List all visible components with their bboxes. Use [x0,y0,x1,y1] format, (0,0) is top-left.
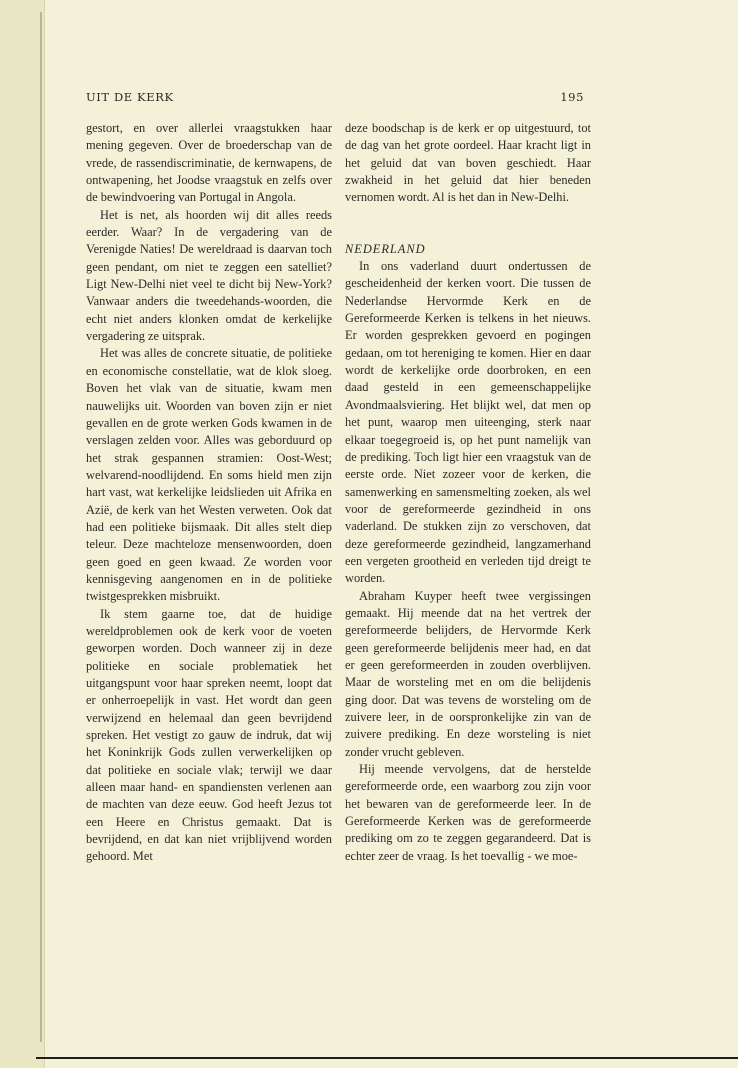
page-fold-line [40,12,42,1042]
bottom-rule [36,1057,738,1059]
right-intro-paragraph: deze boodschap is de kerk er op uitgestuurd, tot de dag van het grote oordeel. Haar kracht ligt in het geluid dat van boven geschiedt. Haar zwakheid in het geluid dat hier beneden vernomen wordt. Al is het dan in New-Delhi. [345,121,591,205]
scan-left-edge [0,0,45,1068]
left-paragraph-4: Ik stem gaarne toe, dat de huidige wereldproblemen ook de kerk voor de voeten geworpen worden. Doch wanneer zij in deze politieke en sociale problematiek het uitgangspunt voor haar spreken neemt, loopt dat er onherroepelijk in vast. Het wordt dan geen verwijzend en helemaal dan geen bevrijdend spreken. Het vestigt zo gauw de indruk, dat wij het Koninkrijk Gods zullen verwerkelijken op dat politieke en sociale vlak; terwijl we daar alleen maar hand- en spandiensten verlenen aan de machten van deze eeuw. God heeft Jezus tot een Heere en Christus gemaakt. Dat is bevrijdend, en dat kan niet vrijblijvend worden gehoord. Met [86,606,332,864]
left-paragraph-1: gestort, en over allerlei vraagstukken haar mening gegeven. Over de broederschap van de vrede, de rassendiscriminatie, de kernwapens, de ontwapening, het Joodse vraagstuk en zelfs over de bewindvoering van Portugal in Angola. [86,121,332,205]
section-spacer [345,207,591,241]
left-column [86,120,332,866]
right-column [345,120,591,865]
section-heading: NEDERLAND [345,241,426,256]
right-paragraph-2: Abraham Kuyper heeft twee vergissingen gemaakt. Hij meende dat na het vertrek der gereformeerde belijders, de Hervormde Kerk geen gereformeerde belijdenis meer had, en dat er geen gereformeerden in zouden overblijven. Maar de worsteling met en om die belijdenis ging door. Dat was tevens de worsteling om de zuivere leer, in de oorspronkelijke zin van de zuivere prediking. En deze worsteling is niet zonder vrucht gebleven. [345,588,591,759]
right-paragraph-1: In ons vaderland duurt ondertussen de gescheidenheid der kerken voort. Die tussen de Nederlandse Hervormde Kerk en de Gereformeerde Kerken is telkens in het nieuws. Er worden gesprekken gevoerd en pogingen gedaan, om tot hereniging te komen. Hier en daar wordt de kerkelijke orde doorbroken, en een daad gesteld in een gemeenschappelijke Avondmaalsviering. Het blijkt wel, dat men op het punt, waarop men uiteenging, sterk naar elkaar toegegroeid is, op het punt namelijk van de prediking. Toch ligt hier een vraagstuk van de eerste orde. Niet zozeer voor de kerken, die samenwerking en samensmelting zoeken, als wel voor de gereformeerde gezindheid in ons vaderland. De stukken zijn zo verschoven, dat deze gereformeerde gezindheid, langzamerhand een vergeten grootheid en verleden tijd dreigt te worden. [345,259,591,586]
right-paragraph-3: Hij meende vervolgens, dat de herstelde gereformeerde orde, een waarborg zou zijn voor het bewaren van de gereformeerde leer. In de Gereformeerde Kerken was de gereformeerde prediking om zo te zeggen gegarandeerd. Dat is echter zeer de vraag. Is het toevallig - we moe- [345,762,591,863]
running-title: UIT DE KERK [86,90,174,104]
running-header [86,90,584,108]
left-paragraph-3: Het was alles de concrete situatie, de politieke en economische constellatie, wat de klok sloeg. Boven het vlak van de situatie, kwam men nauwelijks uit. Woorden van boven zijn er niet gevallen en de grote werken Gods kwamen in de verslagen zelden voor. Alles was geborduurd op het strak gespannen stramien: Oost-West; welvarend-noodlijdend. En soms hield men zijn hart vast, wat kerkelijke leidslieden uit Afrika en Azië, de kerk van het Westen verweten. Ook dat had een politieke bijsmaak. Dit alles stelt diep teleur. Deze machteloze mensenwoorden, doen geen goed en geen kwaad. Ze worden voor kennisgeving aangenomen en in de politieke twistgesprekken misbruikt. [86,346,332,604]
page-number: 195 [560,90,584,104]
left-paragraph-2: Het is net, als hoorden wij dit alles reeds eerder. Waar? In de vergadering van de Verenigde Naties! De wereldraad is daarvan toch geen pendant, om niet te zeggen een satelliet? Ligt New-Delhi niet veel te dicht bij New-York? Vanwaar anders die tweedehands-woorden, die echt niet anders klonken omdat de kerkelijke vergadering ze uitsprak. [86,207,332,344]
